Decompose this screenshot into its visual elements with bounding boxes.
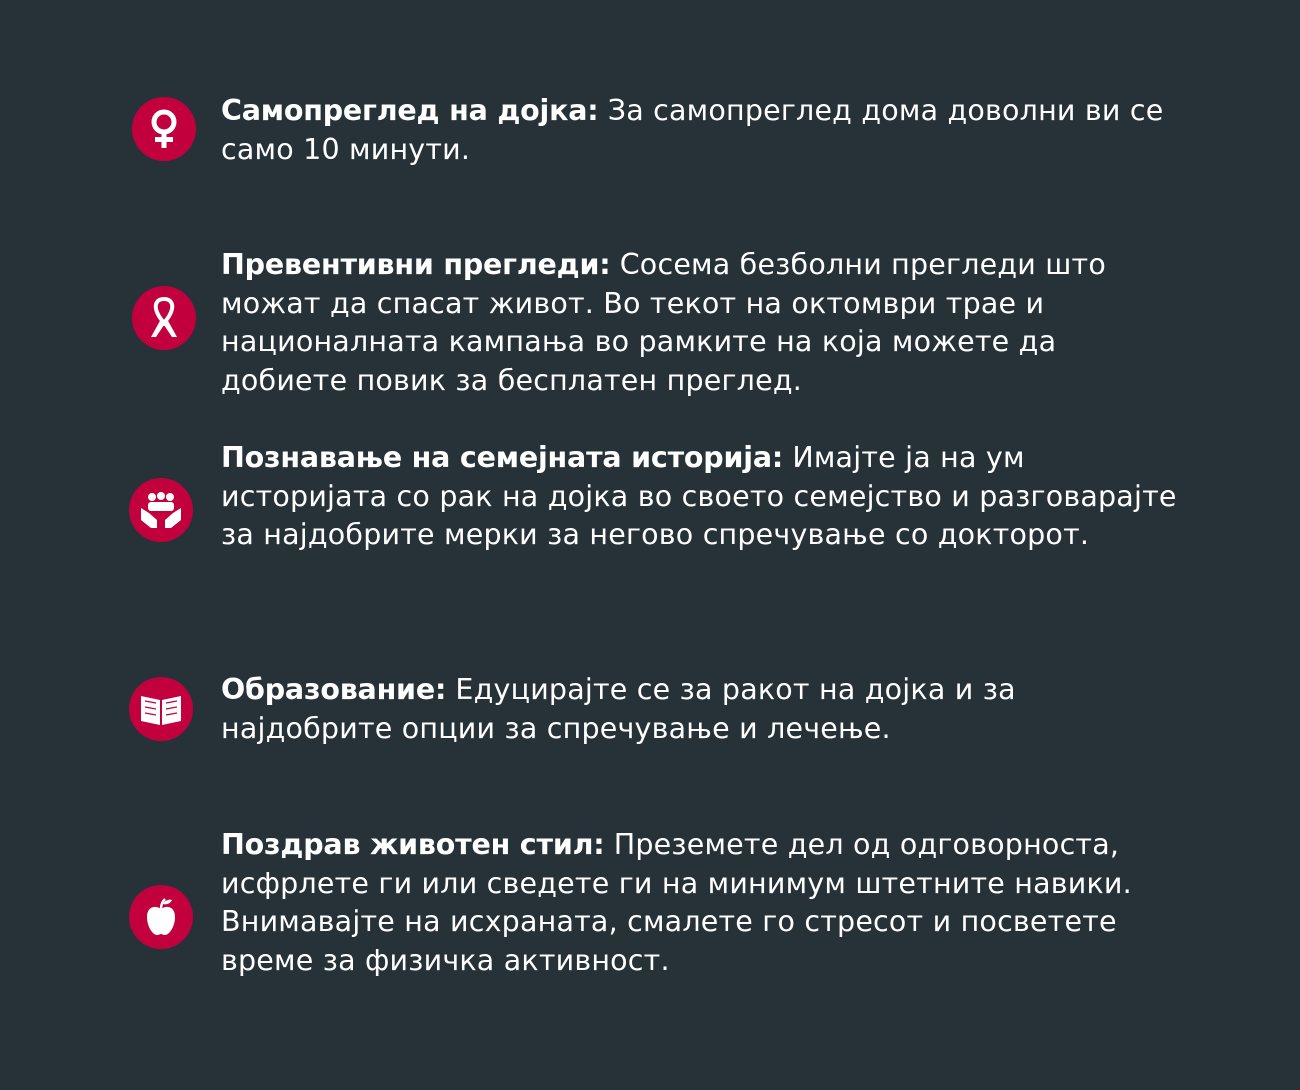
tip-body: Сосема безболни прегледи што можат да спасат живот. Во текот на октомври трае и националната кампања во рамките на која можете да добиете повик за бесплатен преглед. — [221, 248, 1106, 397]
awareness-ribbon-icon — [132, 286, 196, 350]
tip-title: Самопреглед на дојка: — [221, 94, 599, 127]
tip-title: Превентивни прегледи: — [221, 248, 611, 281]
family-care-hands-icon — [129, 478, 193, 542]
tip-body: За самопреглед дома доволни ви се само 10 минути. — [221, 94, 1164, 166]
tip-text — [221, 671, 1181, 748]
tip-title: Образование: — [221, 673, 447, 706]
tip-body: Едуцирајте се за ракот на дојка и за најдобрите опции за спречување и лечење. — [221, 673, 1016, 745]
female-symbol-icon — [132, 97, 196, 161]
tip-title: Поздрав животен стил: — [221, 828, 605, 861]
tip-text — [221, 439, 1181, 555]
tip-body: Имајте ја на ум историјата со рак на дојка во своето семејство и разговарајте за најдобрите мерки за негово спречување со докторот. — [221, 441, 1177, 551]
tip-title: Познавање на семејната историја: — [221, 441, 784, 474]
tip-body: Преземете дел од одговорноста, исфрлете ги или сведете ги на минимум штетните навики. Внимавајте на исхраната, смалете го стресот и посветете време за физичка активност. — [221, 828, 1132, 977]
apple-icon — [129, 885, 193, 949]
tip-text — [221, 246, 1181, 400]
tip-text — [221, 826, 1181, 980]
open-book-icon — [129, 677, 193, 741]
tip-text — [221, 92, 1181, 169]
